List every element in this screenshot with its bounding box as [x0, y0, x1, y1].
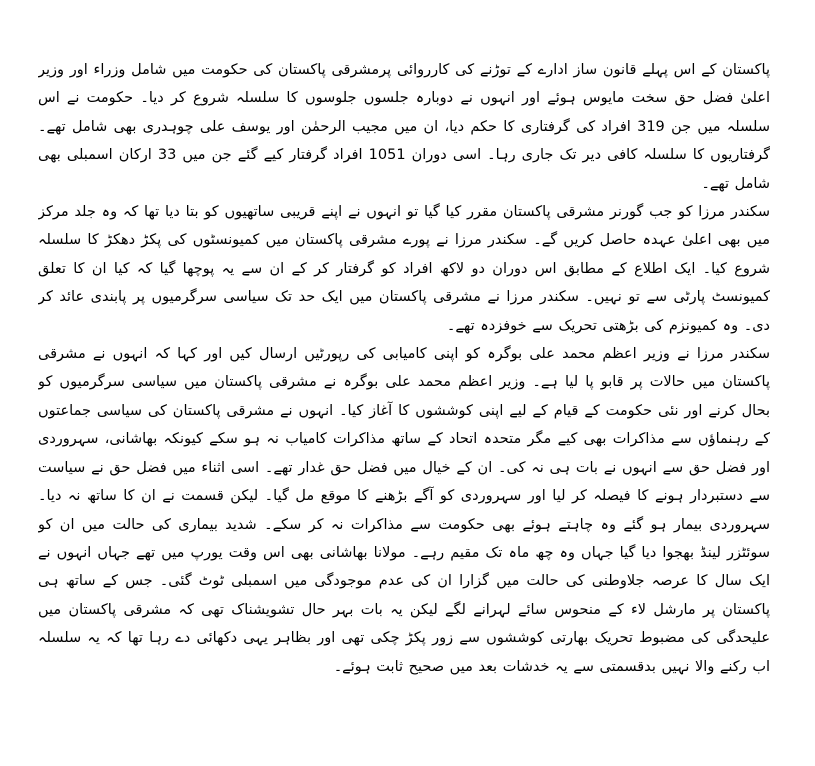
paragraph-arrests: پاکستان کے اس پہلے قانون ساز ادارے کے توڑنے کی کارروائی پرمشرقی پاکستان کی حکومت میں شامل وزراء اور وزیر اعلیٰ فضل حق سخت مایوس ہوئے اور انہوں نے دوبارہ جلسوں جلوسوں کا سلسلہ شروع کر دیا۔ حکومت نے اس سلسلہ میں جن 319 افراد کی گرفتاری کا حکم دیا، ان میں مجیب الرحمٰن اور یوسف علی چوہدری بھی شامل تھے۔ گرفتاریوں کا سلسلہ کافی دیر تک جاری رہا۔ اسی دوران 1051 افراد گرفتار کیے گئے جن میں 33 ارکان اسمبلی بھی شامل تھے۔ — [38, 62, 770, 192]
document-page — [38, 56, 770, 736]
paragraph-bogra-negotiations: سکندر مرزا نے وزیر اعظم محمد علی بوگرہ کو اپنی کامیابی کی رپورٹیں ارسال کیں اور کہا کہ انہوں نے مشرقی پاکستان میں حالات پر قابو پا لیا ہے۔ وزیر اعظم محمد علی بوگرہ نے مشرقی پاکستان میں سیاسی سرگرمیوں کو بحال کرنے اور نئی حکومت کے قیام کے لیے اپنی کوششوں کا آغاز کیا۔ انہوں نے مشرقی پاکستان کی سیاسی جماعتوں کے رہنماؤں سے مذاکرات بھی کیے مگر متحدہ اتحاد کے ساتھ مذاکرات کامیاب نہ ہو سکے کیونکہ بھاشانی، سہروردی اور فضل حق سے انہوں نے بات ہی نہ کی۔ ان کے خیال میں فضل حق غدار تھے۔ اسی اثناء میں فضل حق نے سیاست سے دستبردار ہونے کا فیصلہ کر لیا اور سہروردی کو آگے بڑھنے کا موقع مل گیا۔ لیکن قسمت نے ان کا ساتھ نہ دیا۔ سہروردی بیمار ہو گئے وہ چاہتے ہوئے بھی حکومت سے مذاکرات نہ کر سکے۔ شدید بیماری کی حالت میں ان کو سوئٹزر لینڈ بھجوا دیا گیا جہاں وہ چھ ماہ تک مقیم رہے۔ مولانا بھاشانی بھی اس وقت یورپ میں تھے جہاں انہوں نے ایک سال کا عرصہ جلاوطنی کی حالت میں گزارا ان کی عدم موجودگی میں اسمبلی ٹوٹ گئی۔ جس کے ساتھ ہی پاکستان پر مارشل لاء کے منحوس سائے لہرانے لگے لیکن یہ بات بہر حال تشویشناک تھی کہ مشرقی پاکستان میں علیحدگی کی مضبوط تحریک بھارتی کوششوں سے زور پکڑ چکی تھی اور بظاہر یہی دکھائی دے رہا تھا کہ یہ سلسلہ اب رکنے والا نہیں بدقسمتی سے یہ خدشات بعد میں صحیح ثابت ہوئے۔ — [38, 346, 770, 675]
paragraph-sikandar-mirza: سکندر مرزا کو جب گورنر مشرقی پاکستان مقرر کیا گیا تو انہوں نے اپنے قریبی ساتھیوں کو بتا دیا تھا کہ وہ جلد مرکز میں بھی اعلیٰ عہدہ حاصل کریں گے۔ سکندر مرزا نے پورے مشرقی پاکستان میں کمیونسٹوں کی پکڑ دھکڑ کا سلسلہ شروع کیا۔ ایک اطلاع کے مطابق اس دوران دو لاکھ افراد کو گرفتار کر کے ان سے یہ پوچھا گیا کہ کیا ان کا تعلق کمیونسٹ پارٹی سے تو نہیں۔ سکندر مرزا نے مشرقی پاکستان میں ایک حد تک سیاسی سرگرمیوں پر پابندی عائد کر دی۔ وہ کمیونزم کی بڑھتی تحریک سے خوفزدہ تھے۔ — [38, 204, 770, 334]
